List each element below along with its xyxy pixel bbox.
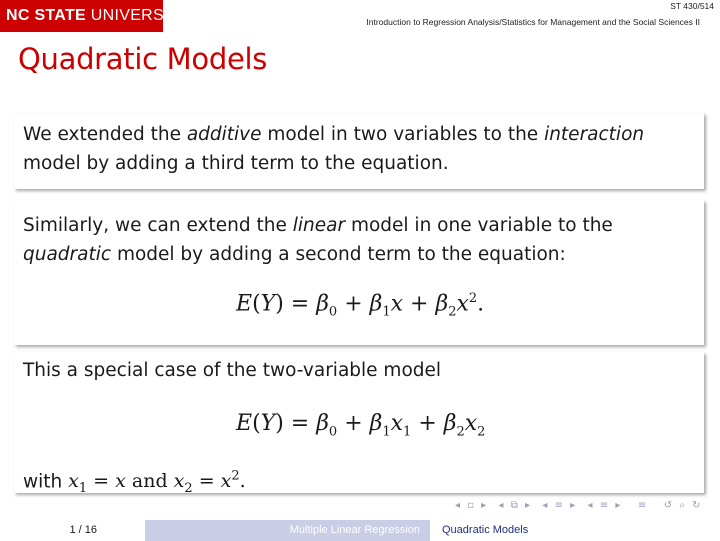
block1-line2: model by adding a third term to the equation. [23,153,449,174]
block2-line2: quadratic model by adding a second term to the equation: [23,244,566,265]
text-block-quadratic [14,200,704,345]
block2-line1: Similarly, we can extend the linear model in one variable to the [23,215,613,236]
beamer-navigation-icons[interactable]: ◂ ▫ ▸ ◂ ⧉ ▸ ◂ ≡ ▸ ◂ ≡ ▸ ≡ ↺ ⌕ ↻ [455,500,703,511]
quadratic-equation: $E(Y) = \beta_0 + \beta_1x + \beta_2x^2$. [236,291,485,320]
block1-line1: We extended the additive model in two variables to the interaction [23,124,645,145]
block3-with-line: with $x_1 = x$ and $x_2 = x^2$. [23,469,246,497]
two-variable-equation: $E(Y) = \beta_0 + \beta_1x_1 + \beta_2x_2$ [236,411,486,440]
course-title: Introduction to Regression Analysis/Statistics for Management and the Social Sciences II [366,17,700,27]
slide-title: Quadratic Models [18,42,268,76]
page-number: 1 / 16 [0,520,145,541]
footer-subsection-link[interactable]: Quadratic Models [430,520,720,541]
header-bar [0,0,720,32]
text-block-special-case [14,352,704,497]
university-logo: NC STATE UNIVERSITY [0,0,163,32]
course-code: ST 430/514 [670,1,714,11]
footer-section-link[interactable]: Multiple Linear Regression [145,520,430,541]
block3-line1: This a special case of the two-variable model [23,360,442,381]
text-block-additive [14,113,704,189]
footer-bar [0,520,720,541]
